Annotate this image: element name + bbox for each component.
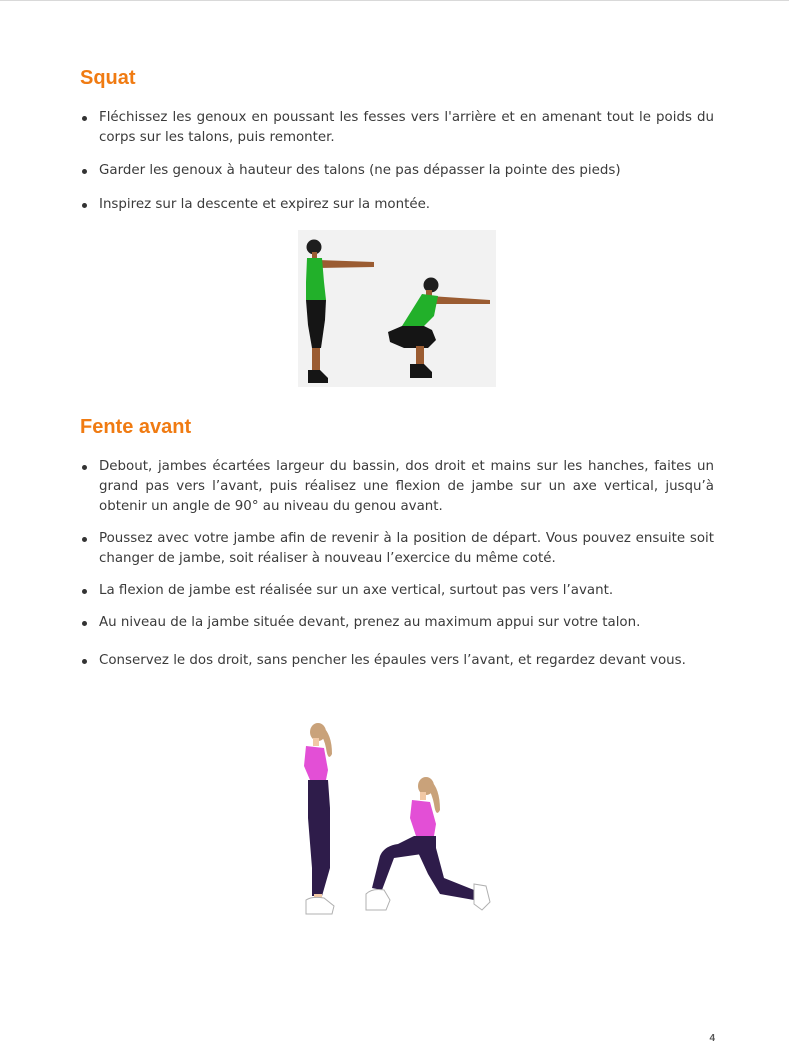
lunging-woman-figure — [366, 777, 490, 910]
fente-instruction-2: Poussez avec votre jambe afin de revenir à la position de départ. Vous pouvez ensuite soit changer de jambe, soit réaliser à nouveau l’exercice du même coté. — [80, 529, 714, 569]
squat-section — [80, 66, 714, 215]
squat-title: Squat — [80, 67, 136, 89]
page-number: 4 — [709, 1033, 715, 1044]
squat-instruction-1: Fléchissez les genoux en poussant les fesses vers l'arrière et en amenant tout le poids du corps sur les talons, puis remonter. — [80, 108, 714, 148]
fente-avant-title: Fente avant — [80, 416, 192, 438]
squat-instruction-3: Inspirez sur la descente et expirez sur la montée. — [80, 195, 714, 215]
fente-instruction-3: La flexion de jambe est réalisée sur un axe vertical, surtout pas vers l’avant. — [80, 581, 714, 601]
lunge-illustration — [298, 718, 496, 918]
standing-woman-figure — [304, 723, 334, 914]
fente-instruction-1: Debout, jambes écartées largeur du bassin, dos droit et mains sur les hanches, faites un grand pas vers l’avant, puis réalisez une flexion de jambe sur un axe vertical, jusqu’à obtenir un angle de 90° au niveau du genou avant. — [80, 457, 714, 517]
fente-avant-section — [80, 415, 714, 671]
squat-instruction-2: Garder les genoux à hauteur des talons (ne pas dépasser la pointe des pieds) — [80, 161, 714, 181]
squat-instructions-list — [80, 108, 714, 215]
fente-instruction-5: Conservez le dos droit, sans pencher les épaules vers l’avant, et regardez devant vous. — [80, 651, 714, 671]
fente-instruction-4: Au niveau de la jambe située devant, prenez au maximum appui sur votre talon. — [80, 613, 714, 633]
illustration-background — [298, 230, 496, 387]
fente-avant-instructions-list — [80, 457, 714, 671]
squat-illustration — [298, 230, 496, 387]
top-border — [0, 0, 789, 1]
